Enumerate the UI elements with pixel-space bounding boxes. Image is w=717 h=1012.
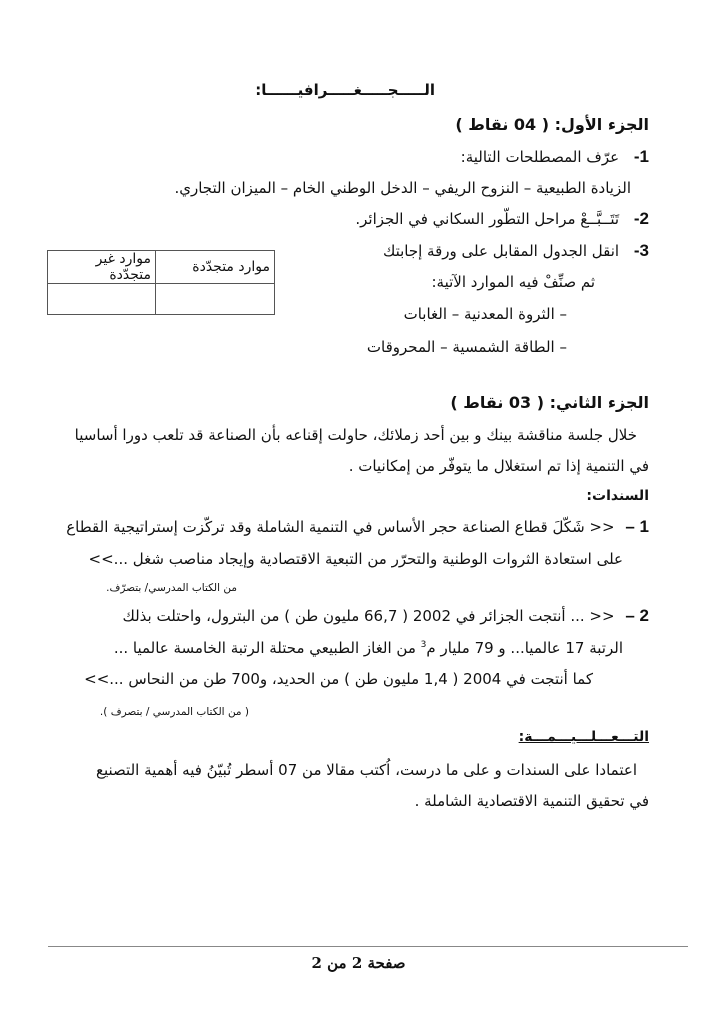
question-3 <box>383 241 649 261</box>
document-1-source: من الكتاب المدرسي/ بتصرّف. <box>106 582 237 594</box>
table-cell-nonrenewable <box>48 284 156 315</box>
table-row <box>48 284 275 315</box>
document-1-number: 1 – <box>625 517 649 536</box>
part2-heading: الجزء الثاني: ( 03 نقاط ) <box>450 393 649 412</box>
document-2-line-3: كما أنتجت في 2004 ( 1,4 مليون طن ) من الحديد، و700 طن من النحاس ...>> <box>84 670 593 688</box>
task-label: التـــعـــلـــيـــمـــة: <box>518 729 649 745</box>
table-cell-renewable <box>156 284 275 315</box>
table-header-nonrenewable: موارد غير متجدّدة <box>48 251 156 284</box>
part2-intro-line-1: خلال جلسة مناقشة بينك و بين أحد زملائك، حاولت إقناعه بأن الصناعة قد تلعب دورا أساسيا <box>74 426 637 444</box>
document-1-line-2: على استعادة الثروات الوطنية والتحرّر من التبعية الاقتصادية وإيجاد مناصب شغل ...>> <box>88 550 623 568</box>
document-2-text-2b: من الغاز الطبيعي محتلة الرتبة الخامسة عالميا ... <box>113 639 421 657</box>
document-2-text-1: << ... أنتجت الجزائر في 2002 ( 66,7 مليون طن ) من البترول، واحتلت بذلك <box>122 607 615 625</box>
part1-heading: الجزء الأول: ( 04 نقاط ) <box>455 115 649 134</box>
table-header-renewable: موارد متجدّدة <box>156 251 275 284</box>
question-1-text: عرّف المصطلحات التالية: <box>460 148 620 166</box>
resources-table <box>47 250 275 315</box>
subject-title: الـــــجـــــغـــــرافيــــــا: <box>255 81 435 99</box>
question-3-text-2: ثم صنِّفْ فيه الموارد الآتية: <box>431 273 595 291</box>
task-line-1: اعتمادا على السندات و على ما درست، اُكتب مقالا من 07 أسطر تُبيّنُ فيه أهمية التصنيع <box>96 761 637 779</box>
document-2-line-1 <box>122 606 649 626</box>
document-2-number: 2 – <box>625 606 649 625</box>
question-2 <box>355 209 649 229</box>
footer-divider <box>48 946 688 947</box>
part2-intro-line-2: في التنمية إذا تم استغلال ما يتوفّر من إمكانيات . <box>348 457 649 475</box>
document-1-line-1 <box>66 517 649 537</box>
question-2-text: تَتَــبَّــعْ مراحل التطّور السكاني في الجزائر. <box>355 210 620 228</box>
question-3-items-2: – الطاقة الشمسية – المحروقات <box>366 338 567 356</box>
question-2-number: 2- <box>633 209 649 228</box>
question-3-number: 3- <box>633 241 649 260</box>
cubic-superscript: 3 <box>420 640 427 650</box>
question-1-number: 1- <box>633 147 649 166</box>
documents-label: السندات: <box>586 488 649 504</box>
document-2-source: ( من الكتاب المدرسي / بتصرف ). <box>99 706 249 718</box>
page-number: صفحة 2 من 2 <box>311 954 406 972</box>
task-line-2: في تحقيق التنمية الاقتصادية الشاملة . <box>414 792 649 810</box>
document-2-line-2 <box>114 638 623 658</box>
document-2-text-2a: الرتبة 17 عالميا... و 79 مليار م <box>426 639 623 657</box>
question-1-terms: الزيادة الطبيعية – النزوح الريفي – الدخل الوطني الخام – الميزان التجاري. <box>174 179 631 197</box>
question-3-items-1: – الثروة المعدنية – الغابات <box>403 305 567 323</box>
question-1 <box>461 147 649 167</box>
table-header-row <box>48 251 275 284</box>
question-3-text: انقل الجدول المقابل على ورقة إجابتك <box>382 242 620 260</box>
document-1-text-1: << شَكّلَ قطاع الصناعة حجر الأساس في التنمية الشاملة وقد تركّزت إستراتيجية القطاع <box>66 518 615 536</box>
